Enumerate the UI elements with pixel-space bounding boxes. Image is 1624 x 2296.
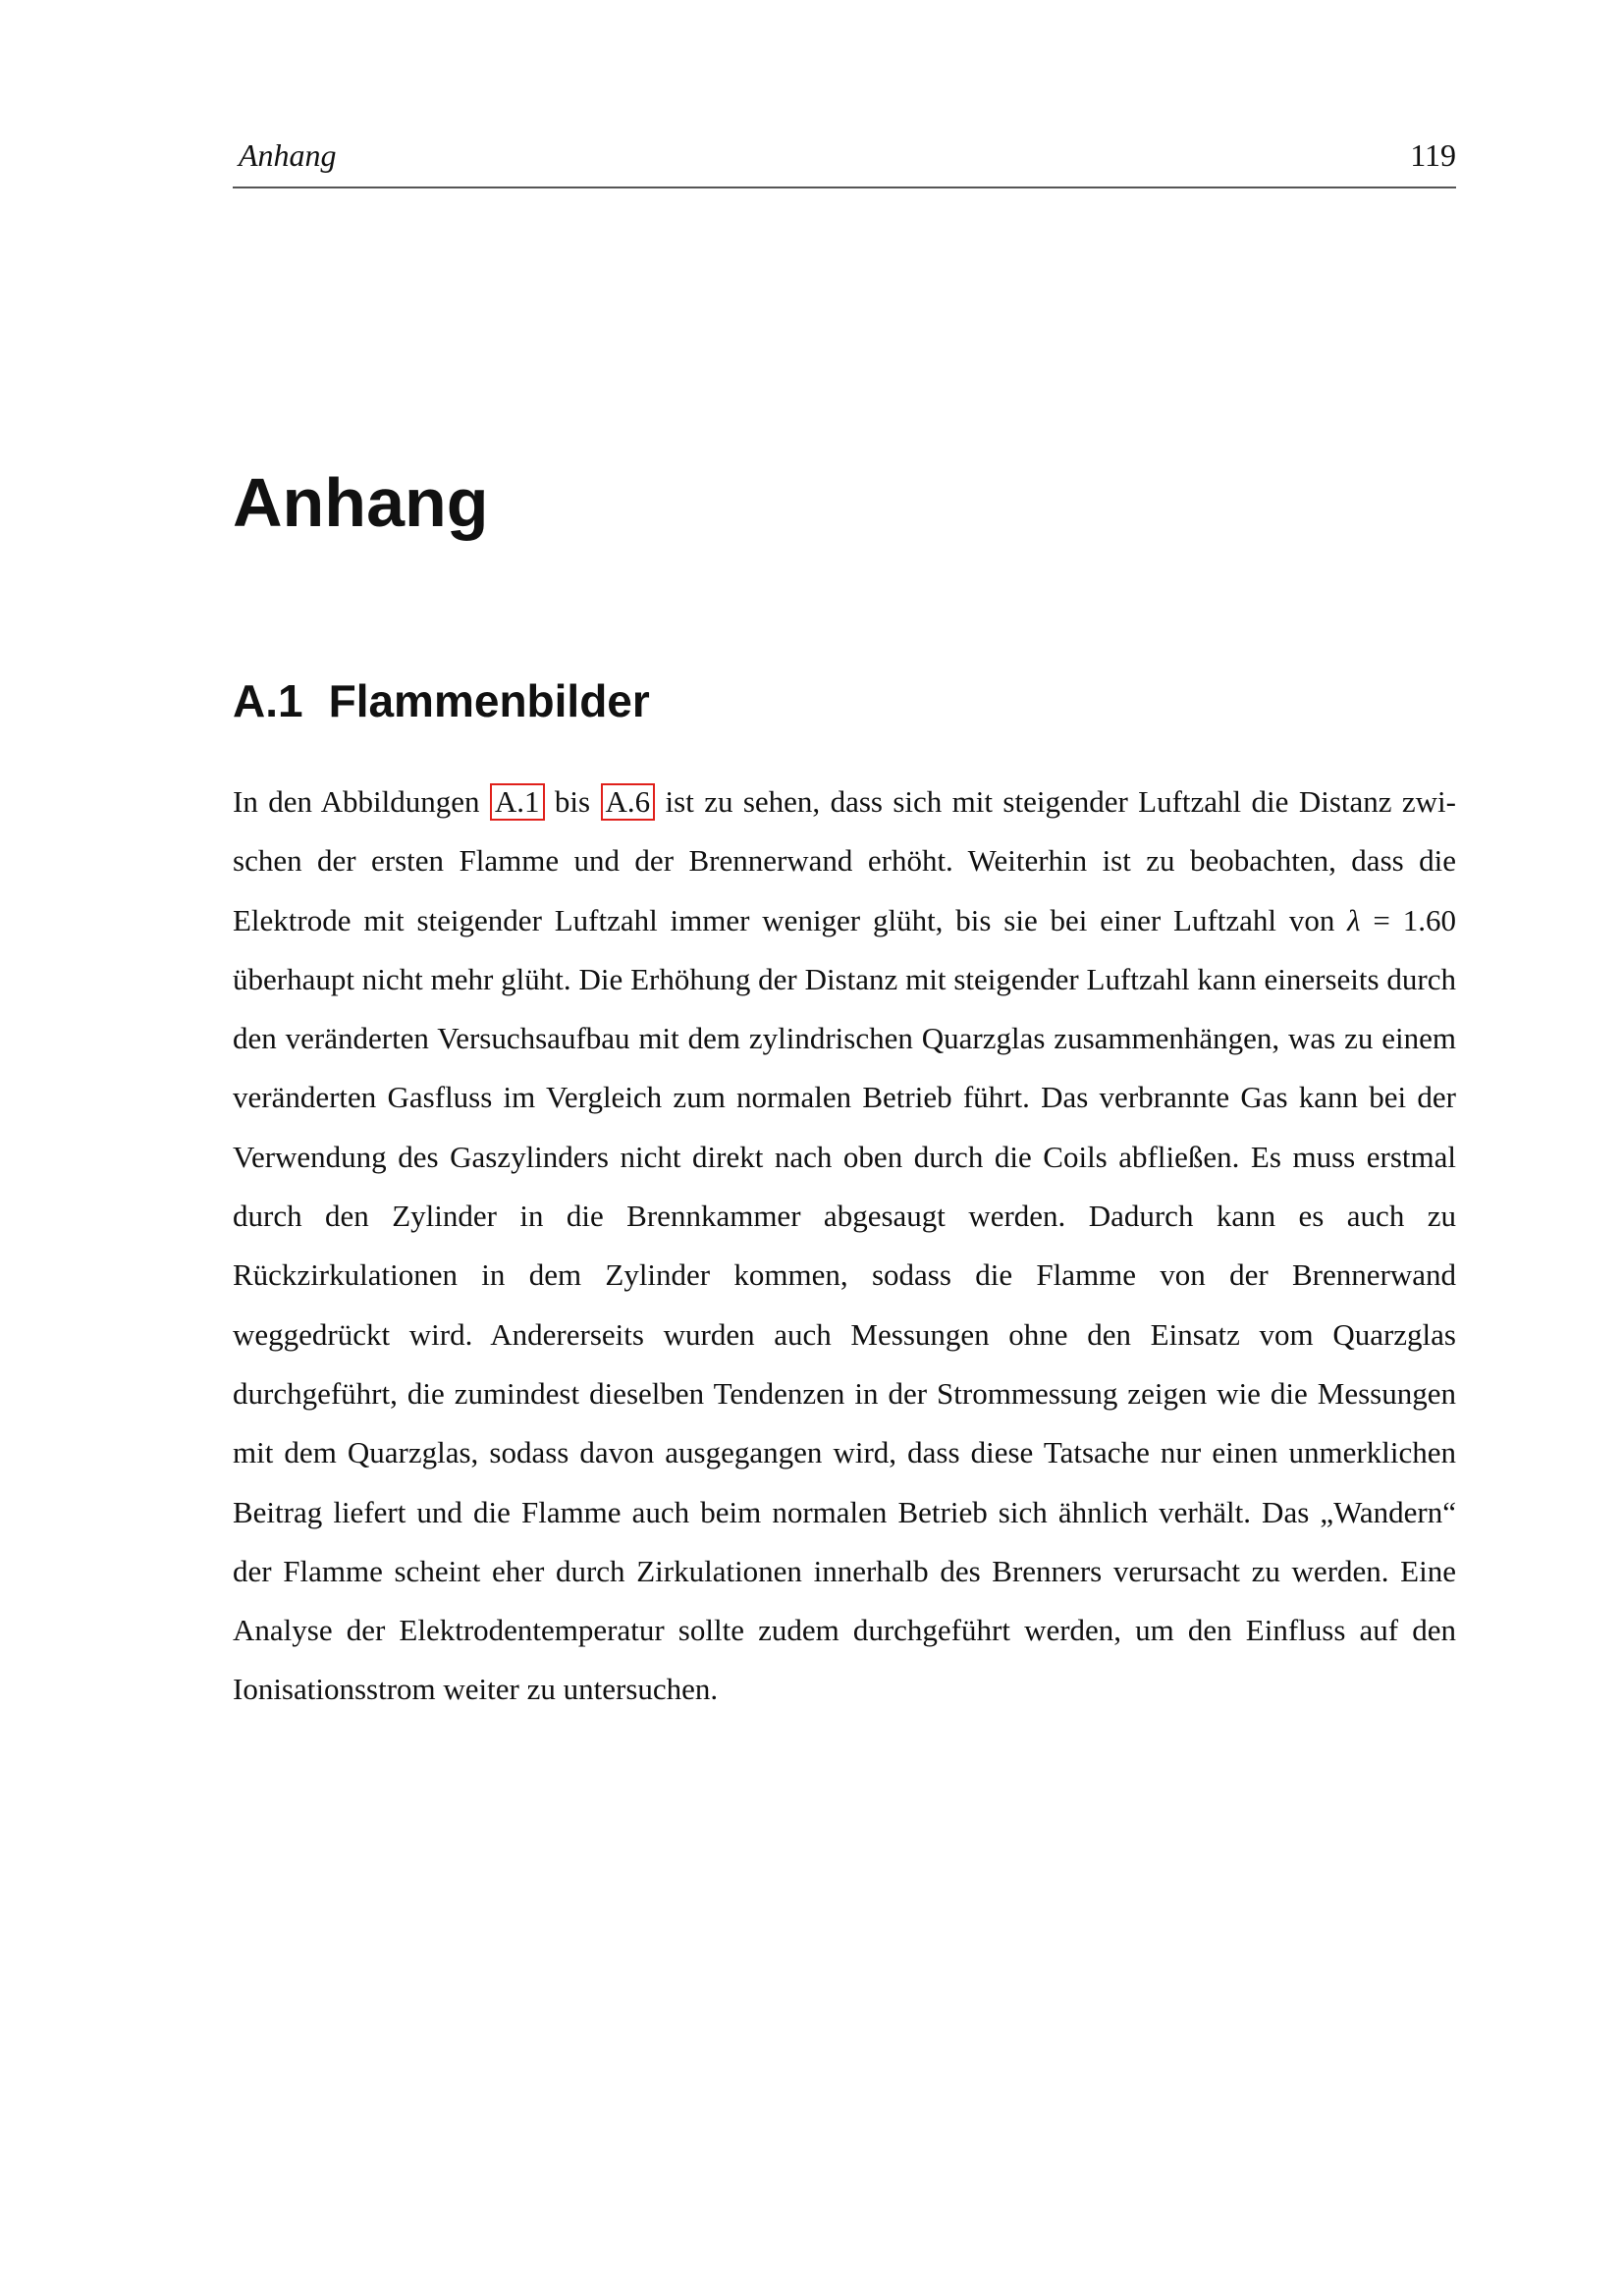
section-title: Flammenbilder — [328, 675, 650, 726]
section-number: A.1 — [233, 675, 303, 726]
lambda-value: = 1.60 — [1360, 902, 1456, 937]
running-header — [233, 135, 1456, 188]
paragraph-intro: In den Abbildungen — [233, 784, 490, 819]
paragraph-text-part-1: ist zu sehen, dass sich mit steigender Luftzahl die Distanz zwischen der ersten Flamme und der Brennerwand erhöht. Weiterhin ist zu beobachten, dass die Elektrode mit steigender Luftzahl immer weniger glüht, bis sie bei einer Luftzahl von — [233, 784, 1456, 937]
figure-link-a1[interactable]: A.1 — [490, 783, 545, 821]
figure-link-a6[interactable]: A.6 — [601, 783, 656, 821]
paragraph-text-part-2: überhaupt nicht mehr glüht. Die Erhöhung der Distanz mit steigender Luftzahl kann einerseits durch den veränderten Versuchsaufbau mit dem zylindrischen Quarzglas zusammenhängen, was zu einem veränderten Gasfluss im Vergleich zum normalen Betrieb führt. Das verbrannte Gas kann bei der Verwendung des Gaszylinders nicht direkt nach oben durch die Coils abfließen. Es muss erstmal durch den Zylinder in die Brennkammer abgesaugt werden. Dadurch kann es auch zu Rückzirkulationen in dem Zylinder kommen, sodass die Flamme von der Brennerwand weggedrückt wird. Andererseits wurden auch Messungen ohne den Einsatz vom Quarzglas durchgeführt, die zumindest dieselben Tendenzen in der Strommessung zeigen wie die Messungen mit dem Quarzglas, sodass davon ausgegangen wird, dass diese Tatsache nur einen unmerklichen Beitrag liefert und die Flamme auch beim normalen Betrieb sich ähnlich verhält. Das „Wandern“ der Flamme scheint eher durch Zirkulationen innerhalb des Brenners verursacht zu werden. Eine Analyse der Elektrodentemperatur sollte zudem durchgeführt werden, um den Einfluss auf den Ionisationsstrom weiter zu untersuchen. — [233, 961, 1456, 1707]
lambda-symbol: λ — [1347, 902, 1361, 937]
chapter-title: Anhang — [233, 464, 489, 541]
running-header-title: Anhang — [239, 137, 337, 173]
section-heading — [233, 673, 650, 728]
paragraph-between-refs: bis — [544, 784, 601, 819]
page-number: 119 — [1410, 137, 1456, 173]
body-paragraph — [233, 773, 1456, 1720]
